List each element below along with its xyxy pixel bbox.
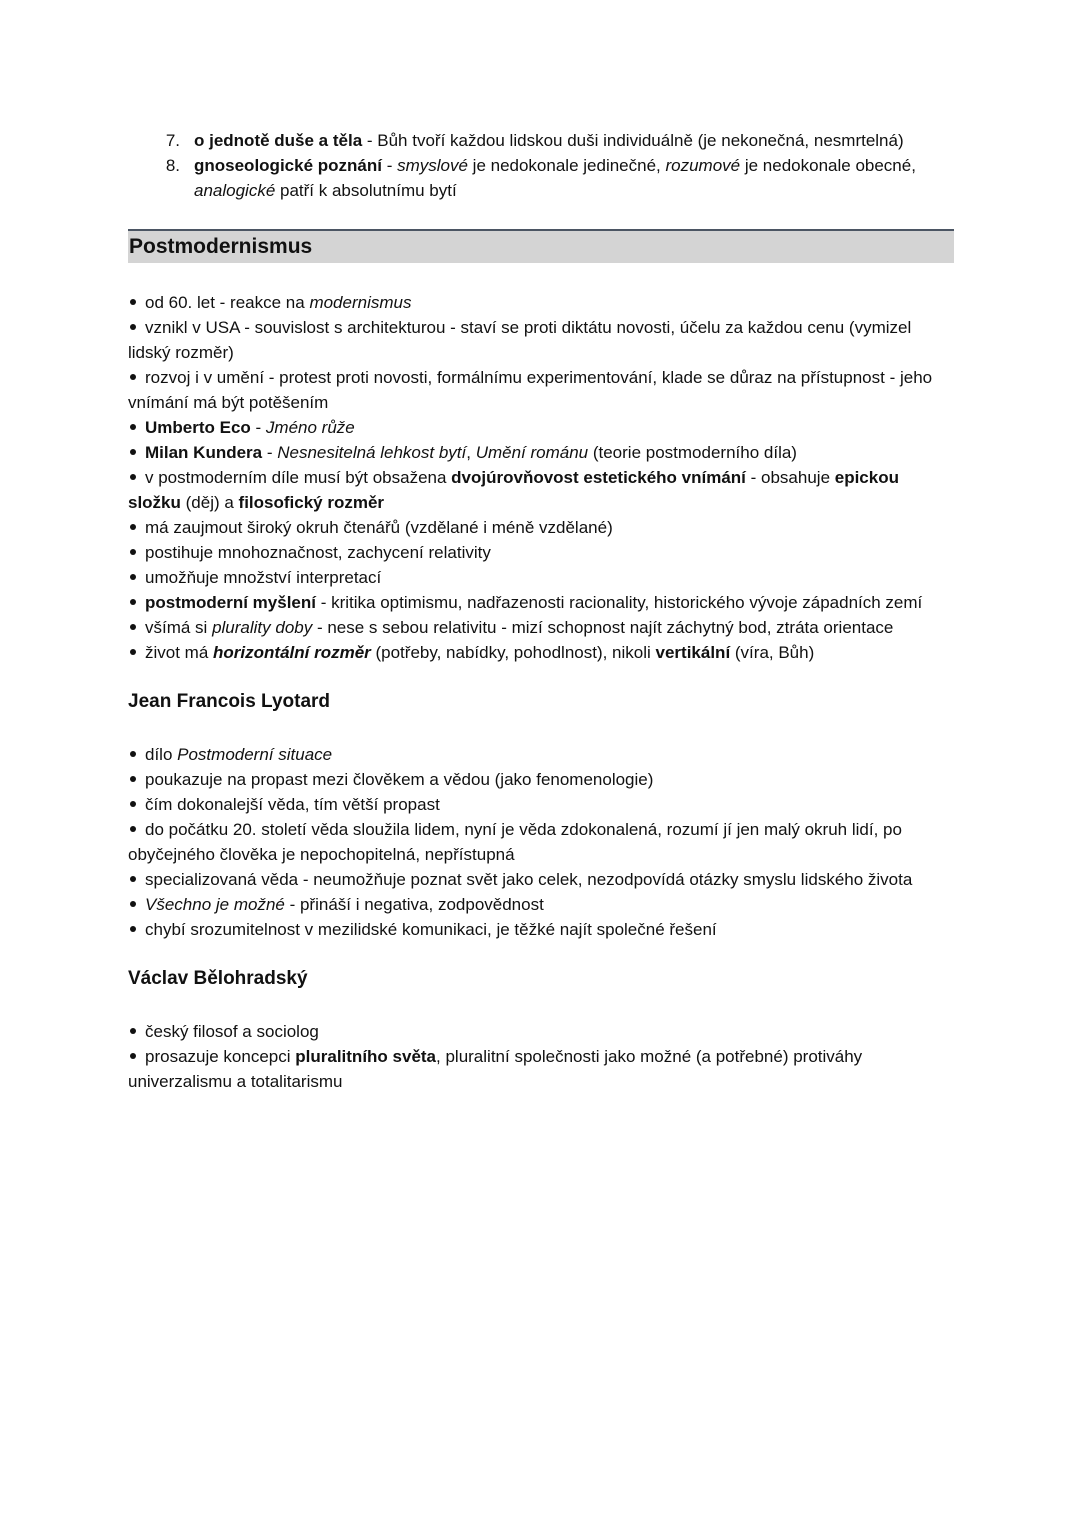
subsection-title-lyotard: Jean Francois Lyotard — [128, 691, 331, 712]
bullet-icon — [130, 649, 136, 655]
section-title: Postmodernismus — [129, 235, 313, 258]
bullet-icon — [130, 876, 136, 882]
bullet-item — [128, 792, 954, 817]
text-run: , — [466, 443, 476, 462]
text-run: český filosof a sociolog — [145, 1022, 319, 1041]
bullet-icon — [130, 424, 136, 430]
text-run: od 60. let - reakce na — [145, 293, 310, 312]
emphasis-run: pluralitního světa — [295, 1047, 437, 1066]
text-run: umožňuje množství interpretací — [145, 568, 382, 587]
bullet-item — [128, 1044, 954, 1094]
bullet-icon — [130, 299, 136, 305]
subsection-title-belohradsky: Václav Bělohradský — [128, 968, 308, 989]
text-run: postihuje mnohoznačnost, zachycení relativity — [145, 543, 491, 562]
belohradsky-bullet-list — [128, 1019, 954, 1094]
bullet-icon — [130, 374, 136, 380]
bullet-icon — [130, 826, 136, 832]
bullet-icon — [130, 524, 136, 530]
postmodernism-bullet-list — [128, 290, 954, 665]
emphasis-run: smyslové — [397, 156, 468, 175]
text-run: patří k absolutnímu bytí — [275, 181, 457, 200]
bullet-item — [128, 415, 954, 440]
bullet-icon — [130, 624, 136, 630]
bullet-icon — [130, 324, 136, 330]
bullet-icon — [130, 574, 136, 580]
text-run: specializovaná věda - neumožňuje poznat svět jako celek, nezodpovídá otázky smyslu lidského života — [145, 870, 913, 889]
text-run: , pluralitní společnosti jako možné (a potřebné) protiváhy univerzalismu a totalitarismu — [128, 1047, 863, 1091]
section-heading-band — [128, 229, 954, 263]
text-run: prosazuje koncepci — [145, 1047, 296, 1066]
text-run: dílo — [145, 745, 178, 764]
text-run: je nedokonale obecné, — [740, 156, 916, 175]
emphasis-run: postmoderní myšlení — [145, 593, 316, 612]
text-run: je nedokonale jedinečné, — [467, 156, 666, 175]
text-run: - obsahuje — [745, 468, 835, 487]
text-run: - — [262, 443, 278, 462]
bullet-item — [128, 565, 954, 590]
emphasis-run: Jméno růže — [265, 418, 355, 437]
bullet-item — [128, 290, 954, 315]
bullet-item — [128, 440, 954, 465]
text-run: poukazuje na propast mezi člověkem a vědou (jako fenomenologie) — [145, 770, 654, 789]
bullet-item — [128, 640, 954, 665]
bullet-item — [128, 515, 954, 540]
emphasis-run: epickou složku — [128, 468, 899, 512]
numbered-item — [128, 128, 954, 153]
bullet-item — [128, 465, 954, 515]
bullet-item — [128, 767, 954, 792]
text-run: rozvoj i v umění - protest proti novosti, formálnímu experimentování, klade se důraz na přístupnost - jeho vnímání má být potěšením — [128, 368, 933, 412]
emphasis-run: Nesnesitelná lehkost bytí — [277, 443, 467, 462]
bullet-icon — [130, 1053, 136, 1059]
bullet-item — [128, 365, 954, 415]
item-text — [194, 153, 954, 203]
text-run: - přináší i negativa, zodpovědnost — [284, 895, 544, 914]
text-run: život má — [145, 643, 214, 662]
bullet-item — [128, 917, 954, 942]
emphasis-run: modernismus — [309, 293, 412, 312]
text-run: (víra, Bůh) — [730, 643, 815, 662]
emphasis-run: Milan Kundera — [145, 443, 263, 462]
text-run: - — [381, 156, 398, 175]
emphasis-run: filosofický rozměr — [238, 493, 385, 512]
text-run: (potřeby, nabídky, pohodlnost), nikoli — [370, 643, 656, 662]
text-run: chybí srozumitelnost v mezilidské komunikaci, je těžké najít společné řešení — [145, 920, 717, 939]
emphasis-run: rozumové — [665, 156, 741, 175]
emphasis-run: analogické — [194, 181, 276, 200]
bullet-item — [128, 867, 954, 892]
bullet-icon — [130, 776, 136, 782]
bullet-icon — [130, 474, 136, 480]
text-run: do počátku 20. století věda sloužila lidem, nyní je věda zdokonalená, rozumí jí jen malý okruh lidí, po obyčejného člověka je nepochopitelná, nepřístupná — [128, 820, 902, 864]
bullet-item — [128, 742, 954, 767]
bullet-icon — [130, 549, 136, 555]
bullet-icon — [130, 926, 136, 932]
bullet-item — [128, 892, 954, 917]
document-page — [128, 128, 954, 1094]
item-number: 8. — [165, 156, 180, 175]
text-run: - Bůh tvoří každou lidskou duši individuálně (je nekonečná, nesmrtelná) — [362, 131, 904, 150]
bullet-icon — [130, 751, 136, 757]
bullet-icon — [130, 901, 136, 907]
emphasis-run: horizontální rozměr — [213, 643, 371, 662]
emphasis-run: Postmoderní situace — [177, 745, 333, 764]
emphasis-run: vertikální — [655, 643, 731, 662]
bullet-item — [128, 315, 954, 365]
text-run: - kritika optimismu, nadřazenosti racionality, historického vývoje západních zemí — [315, 593, 923, 612]
item-text — [194, 128, 954, 153]
emphasis-run: Všechno je možné — [145, 895, 285, 914]
bullet-item — [128, 615, 954, 640]
text-run: vznikl v USA - souvislost s architekturou - staví se proti diktátu novosti, účelu za každou cenu (vymizel lidský rozměr) — [128, 318, 912, 362]
bullet-icon — [130, 599, 136, 605]
emphasis-run: gnoseologické poznání — [194, 156, 382, 175]
emphasis-run: Umberto Eco — [145, 418, 251, 437]
text-run: v postmoderním díle musí být obsažena — [145, 468, 452, 487]
text-run: - nese s sebou relativitu - mizí schopnost najít záchytný bod, ztráta orientace — [312, 618, 894, 637]
text-run: má zaujmout široký okruh čtenářů (vzdělané i méně vzdělané) — [145, 518, 613, 537]
numbered-item — [128, 153, 954, 203]
text-run: (teorie postmoderního díla) — [588, 443, 797, 462]
text-run: (děj) a — [180, 493, 239, 512]
text-run: - — [250, 418, 266, 437]
bullet-icon — [130, 1028, 136, 1034]
emphasis-run: dvojúrovňovost estetického vnímání — [451, 468, 746, 487]
bullet-icon — [130, 801, 136, 807]
bullet-item — [128, 590, 954, 615]
item-number: 7. — [165, 131, 180, 150]
bullet-item — [128, 1019, 954, 1044]
lyotard-bullet-list — [128, 742, 954, 942]
bullet-icon — [130, 449, 136, 455]
emphasis-run: Umění románu — [475, 443, 589, 462]
emphasis-run: o jednotě duše a těla — [194, 131, 363, 150]
text-run: všímá si — [145, 618, 213, 637]
bullet-item — [128, 540, 954, 565]
bullet-item — [128, 817, 954, 867]
numbered-list — [128, 128, 954, 203]
emphasis-run: plurality doby — [212, 618, 313, 637]
text-run: čím dokonalejší věda, tím větší propast — [145, 795, 440, 814]
